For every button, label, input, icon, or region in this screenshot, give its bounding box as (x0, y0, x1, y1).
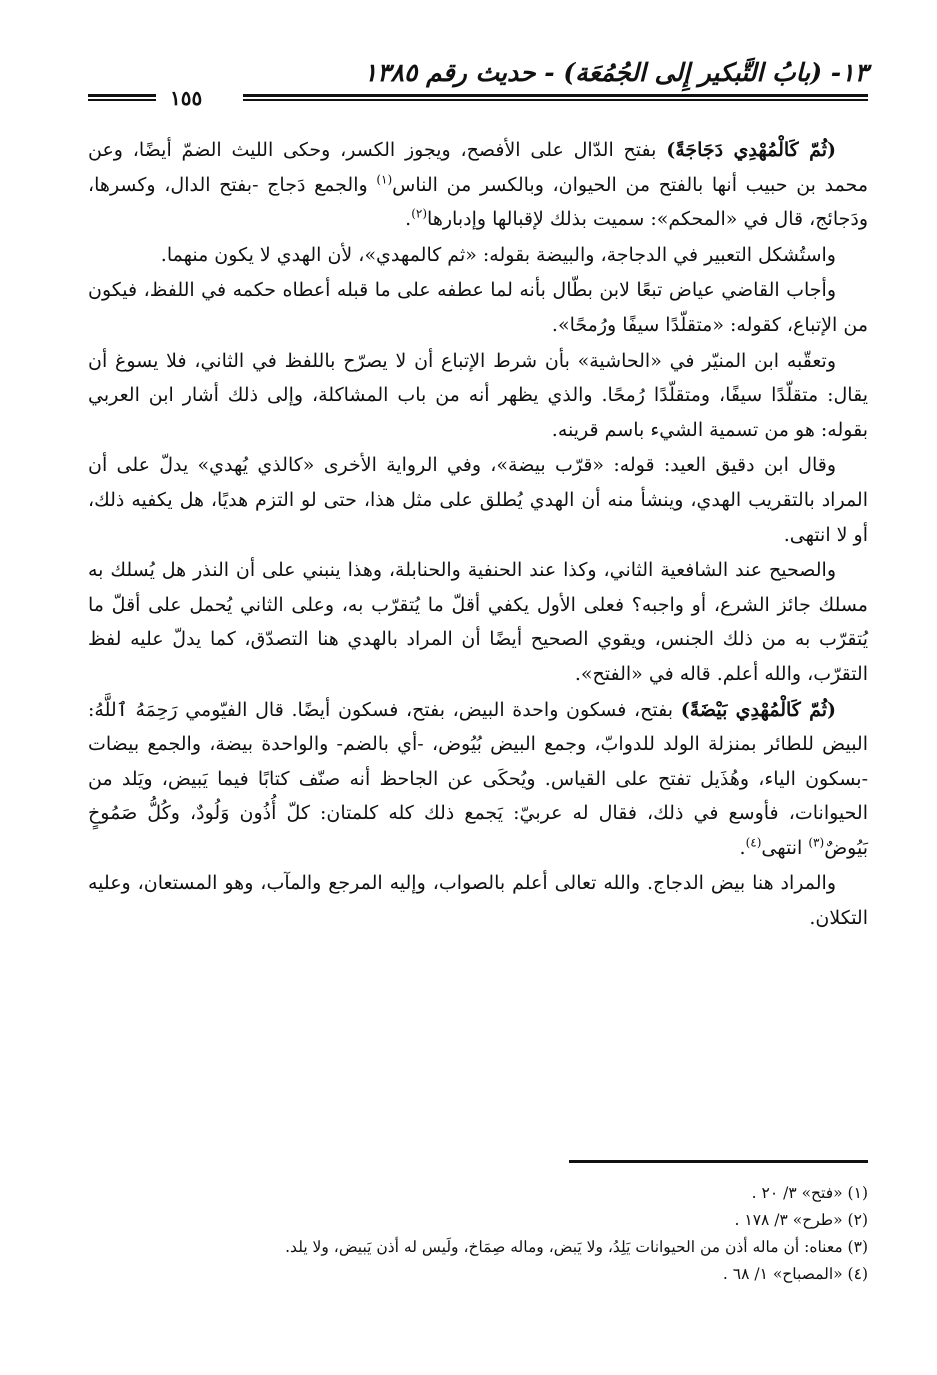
main-text (88, 133, 868, 936)
paragraph-text: والجمع دَجاج -بفتح الدال، وكسرها، ودَجائج، قال في «المحكم»: سميت بذلك لإقبالها وإدبارها (88, 173, 868, 231)
page-number: ١٥٥ (170, 86, 203, 110)
paragraph: وقال ابن دقيق العيد: قوله: «قرّب بيضة»، وفي الرواية الأخرى «كالذي يُهدي» يدلّ على أن المراد بالتقريب الهدي، وينشأ منه أن الهدي يُطلق على مثل هذا، حتى لو التزم هديًا، هل يكفيه ذلك، أو لا انتهى. (88, 454, 868, 546)
footnote-separator (569, 1160, 868, 1163)
header-rule (243, 94, 868, 101)
paragraph: والصحيح عند الشافعية الثاني، وكذا عند الحنفية والحنابلة، وهذا ينبني على أن النذر هل يُسلك به مسلك جائز الشرع، أو واجبه؟ فعلى الأول يكفي أقلّ ما يُتقرّب به، وعلى الثاني يُحمل على أقلّ ما يُتقرّب به من ذلك الجنس، ويقوي الصحيح أيضًا أن المراد بالهدي هنا التصدّق، كما يدلّ عليه لفظ التقرّب، والله أعلم. قاله في «الفتح». (88, 559, 868, 685)
footnote-ref: (٤) (745, 835, 762, 850)
page-number-rule (88, 94, 156, 101)
footnote-ref: (١) (376, 172, 393, 187)
paragraph: وتعقّبه ابن المنيّر في «الحاشية» بأن شرط الإتباع أن لا يصرّح باللفظ في الثاني، فلا يسوغ أن يقال: متقلّدًا سيفًا، ومتقلّدًا رُمحًا. والذي يظهر أنه من باب المشاكلة، وإلى ذلك أشار ابن العربي بقوله: هو من تسمية الشيء باسم قرينه. (88, 349, 868, 441)
paragraph (88, 133, 868, 237)
paragraph: والمراد هنا بيض الدجاج. والله تعالى أعلم بالصواب، وإليه المرجع والمآب، وهو المستعان، وعليه التكلان. (88, 872, 868, 930)
paragraph-text: بفتح، فسكون واحدة البيض، بفتح، فسكون أيضًا. قال الفيّومي رَحِمَهُ ٱللَّهُ: البيض للطائر بمنزلة الولد للدوابّ، وجمع البيض بُيُوض، -أي بالضم- والواحدة بيضة، والجمع بيضات -بسكون الياء، وهُذَيل تفتح على القياس. ويُحكَى عن الجاحظ أنه صنّف كتابًا فيما يَبيض، ويَلد من الحيوانات، فأوسع في ذلك، فقال له عربيّ: يَجمع ذلك كله كلمتان: كلّ أُذُون وَلُودٌ، وكُلُّ صَمُوخٍ بَيُوضٌ (88, 698, 868, 859)
footnote-ref: (٢) (411, 206, 428, 221)
paragraph-text: انتهى (761, 836, 809, 859)
footnote-ref: (٣) (808, 835, 825, 850)
paragraph-text: . (405, 208, 412, 231)
paragraph-text: بفتح الدّال على الأفصح، ويجوز الكسر، وحكى الليث الضمّ أيضًا، وعن محمد بن حبيب أنها بالفتح من الحيوان، وبالكسر من الناس (88, 139, 868, 196)
paragraph-text: . (739, 836, 746, 859)
footnote: (٣) معناه: أن ماله أذن من الحيوانات يَلِدُ، ولا يَبض، وماله صِمَاخ، ولَيس له أذن يَبيض، ولا يلد. (285, 1238, 868, 1256)
paragraph: واستُشكل التعبير في الدجاجة، والبيضة بقوله: «ثم كالمهدي»، لأن الهدي لا يكون منهما. (160, 243, 836, 266)
footnote: (١) «فتح» ٣/ ٢٠ . (751, 1184, 868, 1202)
hadith-lemma: (ثُمّ كَالْمُهْدِي بَيْضَةً) (680, 698, 836, 721)
footnotes (88, 1180, 868, 1288)
footnote: (٤) «المصباح» ١/ ٦٨ . (722, 1265, 868, 1283)
hadith-lemma: (ثُمّ كَالْمُهْدِي دَجَاجَةً) (666, 139, 836, 161)
running-title: ١٣- (بابُ التَّبكير إِلى الجُمُعَة) - حديث رقم ١٣٨٥ (363, 58, 868, 87)
footnote: (٢) «طرح» ٣/ ١٧٨ . (734, 1211, 868, 1229)
page-header (88, 58, 868, 108)
paragraph (88, 693, 868, 866)
paragraph: وأجاب القاضي عياض تبعًا لابن بطّال بأنه لما عطفه على ما قبله أعطاه حكمه في اللفظ، فيكون من الإتباع، كقوله: «متقلّدًا سيفًا ورُمحًا». (88, 279, 868, 336)
